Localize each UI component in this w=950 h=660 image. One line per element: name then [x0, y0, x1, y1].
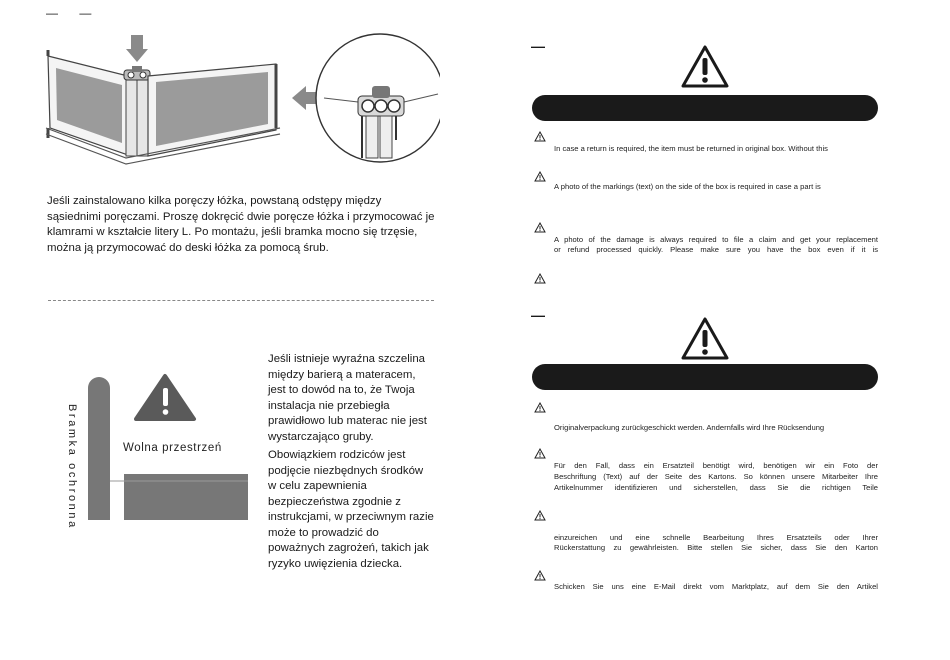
duty-line-3: w celu zapewnienia — [268, 480, 367, 492]
warning-triangle-icon — [680, 44, 730, 90]
warning-triangle-icon — [534, 570, 546, 581]
warning-triangle-icon — [534, 273, 546, 284]
zoom-detail — [316, 34, 440, 162]
warning-triangle-icon — [680, 316, 730, 362]
de-return-text: Originalverpackung zurückgeschickt werden. Andernfalls wird Ihre Rücksendung — [554, 423, 825, 432]
bedrail-paragraph — [47, 194, 439, 256]
warning-triangle-icon — [534, 448, 546, 459]
left-top-marks — [46, 6, 91, 20]
duty-paragraph — [268, 448, 443, 572]
gap-label: Wolna przestrzeń — [123, 442, 222, 454]
duty-line-4: bezpieczeństwa zgodnie z — [268, 495, 401, 508]
bedrail-line-4: można ją przymocować do deski łóżka za pomocą śrub. — [47, 241, 329, 254]
duty-line-8: ryzyko uwięzienia dziecka. — [268, 557, 403, 570]
right-rail-panel — [148, 64, 276, 156]
duty-line-7: poważnych zagrożeń, takich jak — [268, 542, 429, 554]
de-claim-line-2: Rückerstattung zu gewährleisten. Bitte stellen Sie sicher, dass Sie den Karton — [554, 543, 878, 552]
section-2-mark: — — [531, 307, 545, 323]
de-parts-line-3: Artikelnummer identifizieren und sicherstellen, dass Sie die richtigen Teile — [554, 483, 878, 492]
arrow-down-icon — [126, 35, 148, 62]
top-mark-2: — — [79, 6, 92, 20]
gap-line-3: jest to dowód na to, że Twoja — [268, 384, 415, 396]
duty-line-6: może to prowadzić do — [268, 526, 379, 539]
gap-line-6: wystarczająco gruby. — [268, 430, 374, 443]
warning-triangle-icon — [534, 510, 546, 521]
top-mark-1: — — [46, 6, 58, 20]
gap-line-2: między barierą a materacem, — [268, 368, 416, 381]
de-parts-line-1: Für den Fall, dass ein Ersatzteil benötigt wird, benötigen wir ein Foto der — [554, 461, 878, 470]
section-2-banner — [532, 364, 878, 390]
gap-line-4: instalacja nie przebiegła — [268, 399, 390, 412]
section-1-mark: — — [531, 38, 545, 54]
de-claim-line-1: einzureichen und eine schnelle Bearbeitung Ihres Ersatzteils oder Ihrer — [554, 533, 878, 542]
bedrail-line-2: sąsiednimi poręczami. Proszę dokręcić dwie poręcze łóżka i przymocować je — [47, 210, 435, 223]
en-return-text: In case a return is required, the item must be returned in original box. Without this — [554, 144, 828, 153]
duty-line-2: podjęcie niezbędnych środków — [268, 464, 424, 477]
gate-bar — [88, 377, 110, 520]
gap-line-1: Jeśli istnieje wyraźna szczelina — [268, 353, 425, 365]
en-markings-text: A photo of the markings (text) on the side of the box is required in case a part is — [554, 182, 821, 191]
en-damage-line-2: or refund processed quickly. Please make sure you have the box even if it is — [554, 245, 878, 254]
bedrail-illustration — [40, 30, 440, 175]
de-parts-line-2: Beschriftung (Text) auf der Seite des Kartons. So können unsere Mitarbeiter Ihre — [554, 472, 878, 481]
duty-line-5: instrukcjami, w przeciwnym razie — [268, 511, 434, 523]
warning-triangle-icon — [534, 402, 546, 413]
warning-triangle-icon — [534, 222, 546, 233]
center-posts — [124, 66, 150, 156]
en-damage-line-1: A photo of the damage is always required to file a claim and get your replacement — [554, 235, 878, 244]
gap-line-5: prawidłowo lub materac nie jest — [268, 415, 427, 427]
warning-triangle-icon — [534, 131, 546, 142]
bedrail-line-3: klamrami w kształcie litery L. Po montażu, jeśli bramka mocno się trzęsie, — [47, 226, 418, 238]
duty-line-1: Obowiązkiem rodziców jest — [268, 449, 406, 461]
section-1-banner — [532, 95, 878, 121]
bedrail-line-1: Jeśli zainstalowano kilka poręczy łóżka, powstaną odstępy między — [47, 195, 382, 207]
de-email-text: Schicken Sie uns eine E-Mail direkt vom Marktplatz, auf dem Sie den Artikel — [554, 582, 878, 591]
section-divider — [48, 300, 434, 301]
gap-paragraph — [268, 352, 443, 445]
rail-label: Bramka ochronna — [66, 404, 78, 530]
warning-triangle-icon — [534, 171, 546, 182]
